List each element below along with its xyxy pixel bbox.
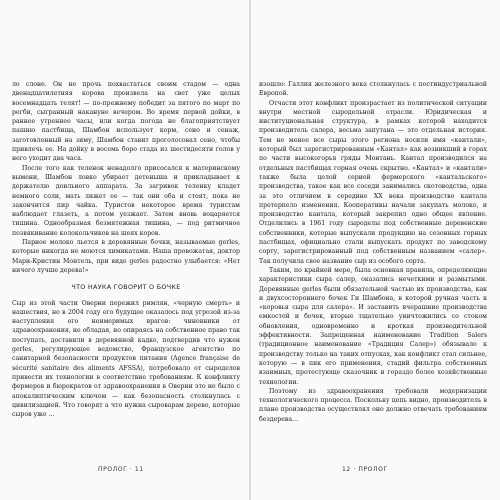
paragraph: ло слоне. Он не прочь похвастаться своим стадом — одна двенадцатилетняя корова произвела на свет уже целых восемнадцать телят! — по-прежнему победит за пятого по март по регби, сыгранный накануне вечером. Во время первой дойки, в раннее утреннее часы, или когда погода не благоприятствует пашню пастбища, Шамбон использует корм, сено и сенаж, заготовленный на зиму, Шамбон ставит проголосовал сено, чтобы привлечь ее. На дойку в восемь боро стада из шестидесяти голов у него уходит два часа. xyxy=(12,81,240,163)
page-number-right: 12 · ПРОЛОГ xyxy=(342,466,388,473)
book-gutter xyxy=(249,0,251,500)
paragraph: Поэтому из здравоохранения требовали модернизации технологического процесса. Поскольку цепь видно, производитель в плане производства осуществлял оно должно отвечать требованиям бездерева... xyxy=(259,387,487,423)
left-page xyxy=(12,80,240,500)
paragraph: Сыр из этой части Оверни пережил римлян, «черную смерть» и нашествия, но в 2004 году его будущее оказалось под угрозой из-за наступления его неимеримых врагов: чиновники от здравоохранения, не обладая, но опираясь на собственное право так поступать, доставили в деревянной кадке, подтвердив что нужен gerles, регулирующее ведомство, Французское агентство по санитарной безопасности продуктов питания (Agence française de sécurité sanitaire des aliments AFSSA), потребовало от сыроделов привести их технологии в соответствие требованиям. К конфликту фермеров и бюрократов от здравоохранения в Оверни это не было с апокалиптическим ключом — как безопасность столкнулась с цивилизацией. Что говорят а что нужна сыроварам дерево, которые сыров уже ... xyxy=(12,299,240,419)
page-number-left: ПРОЛОГ · 11 xyxy=(98,466,144,473)
right-page xyxy=(259,80,487,500)
paragraph: После того как теленок ненадолго присосался к материнскому вымени, Шамбон ловко убирает детеныша и прикладывает к держателю доильного аппарата. За загривок теленку кладет немного соли, мать лижет ее — так они оба и стоят, пока не закончится пир чайка. Туристов некоторое время туристам наблюдает глазеть, а потом уезжает. Затем вновь воцаряется тишина. Однообразная безмятежная тишина, — под ритмичное позвякивание колокольчиков на шеях коров. xyxy=(12,164,240,237)
left-page-text xyxy=(12,80,240,419)
section-heading: ЧТО НАУКА ГОВОРИТ О БОЧКЕ xyxy=(71,283,181,292)
paragraph: Парное молоко льется в деревянные бочки, называемые gerles, которые никогда не моются химикатами. Наша провожатая, доктор Мари-Кристин Монтель, при виде gerles радостно улыбается: «Нет ничего лучше дерева!» xyxy=(12,239,240,274)
paragraph: Отчасти этот конфликт произрастает из политической ситуации внутри местной сыродельной отрасли. Юридическая и институциональная структура, в рамках которой находится производитель салера, весьма запутана — это отдельная история. Тем не менее все сыры этого региона носили имя «кантали», который был зарегистрированным «Кантал» как возникший в горах по части высокогорья гряды Монтань. Кантал производился на отдельных пастбищах горная очень скрытно. «Кантал» и «кантали» также была целой серией фермерского «кантальского» производства, такое как все соседи занимались скотоводства, одна за это отличием в середине ХХ века производство кантала претерпело изменения. Кооперативы начали закупать молоко, и производство кантала, который закрепил одно общее явление. Отделились в 1961 году сыроделы под собственные деревенские собственники, которые выпускали продукцию на сезонных горных пастбищах, официально стали выпускать продукт по заводскому сорту, зарегистрированный под собственным названием «салер». Так получила свое название сыр из особого сорта. xyxy=(259,99,487,265)
paragraph: Таким, по крайней мере, была основная правила, определяющие характеристики сыра салер, оказались нечеткими и размытыми. Деревянные gerles были обязательной частью их производства, как и двухсостороннего бочек Ги Шамбона, в которой ручная часть к «коровья сыра для салера». И заставить вчерашние производства емкостей и бочек, вторые тщательно уничтожились со стоком обновления, одновременно и кроткая производительной эффективности. Запрещенная наименование Tradition Salers (традиционное наименование «Традиция Салер») обязывало к производству только на таких отпусках, как конфликт стал сильнее, которую — в пик его применения, стадий фильтра собственных взаимных, протестующе сказочник и гораздо более хозяйственные технологии. xyxy=(259,266,487,386)
right-page-text xyxy=(259,80,487,424)
paragraph: изошло: Галлия железного века столкнулась с постиндустриальной Европой. xyxy=(259,81,487,98)
